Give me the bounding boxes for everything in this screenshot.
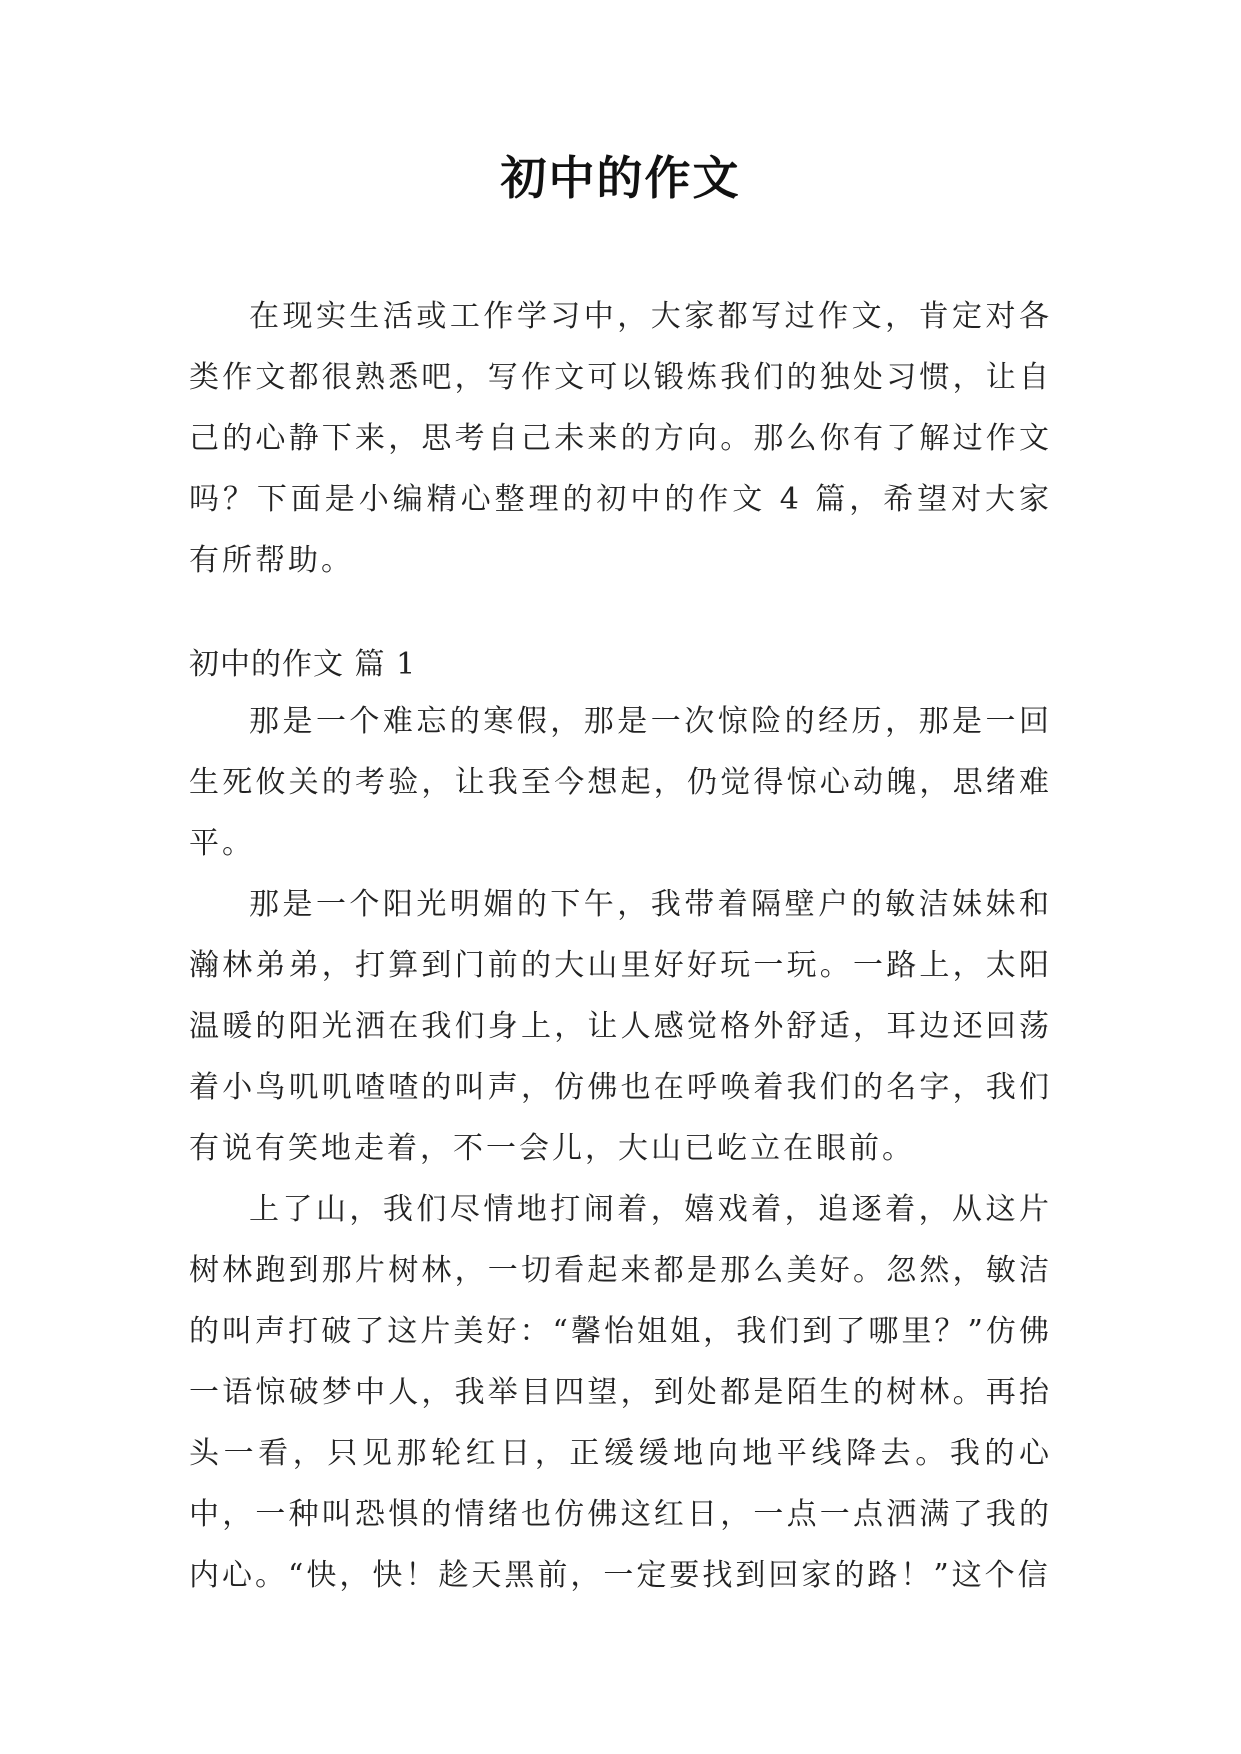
intro-section <box>189 286 1052 591</box>
body-paragraph: 上了山，我们尽情地打闹着，嬉戏着，追逐着，从这片树林跑到那片树林，一切看起来都是那么美好。忽然，敏洁的叫声打破了这片美好：“馨怡姐姐，我们到了哪里？”仿佛一语惊破梦中人，我举目四望，到处都是陌生的树林。再抬头一看，只见那轮红日，正缓缓地向地平线降去。我的心中，一种叫恐惧的情绪也仿佛这红日，一点一点洒满了我的内心。“快，快！趁天黑前，一定要找到回家的路！”这个信 <box>189 1192 1052 1593</box>
section-heading: 初中的作文 篇 1 <box>189 647 417 682</box>
body-paragraph: 那是一个阳光明媚的下午，我带着隔壁户的敏洁妹妹和瀚林弟弟，打算到门前的大山里好好玩一玩。一路上，太阳温暖的阳光洒在我们身上，让人感觉格外舒适，耳边还回荡着小鸟叽叽喳喳的叫声，仿佛也在呼唤着我们的名字，我们有说有笑地走着，不一会儿，大山已屹立在眼前。 <box>189 887 1052 1166</box>
document-title: 初中的作文 <box>500 151 741 205</box>
intro-paragraph: 在现实生活或工作学习中，大家都写过作文，肯定对各类作文都很熟悉吧，写作文可以锻炼我们的独处习惯，让自己的心静下来，思考自己未来的方向。那么你有了解过作文吗？下面是小编精心整理的初中的作文 4 篇，希望对大家有所帮助。 <box>189 299 1052 578</box>
section-body <box>189 691 1052 1606</box>
body-paragraph: 那是一个难忘的寒假，那是一次惊险的经历，那是一回生死攸关的考验，让我至今想起，仍觉得惊心动魄，思绪难平。 <box>189 704 1052 861</box>
